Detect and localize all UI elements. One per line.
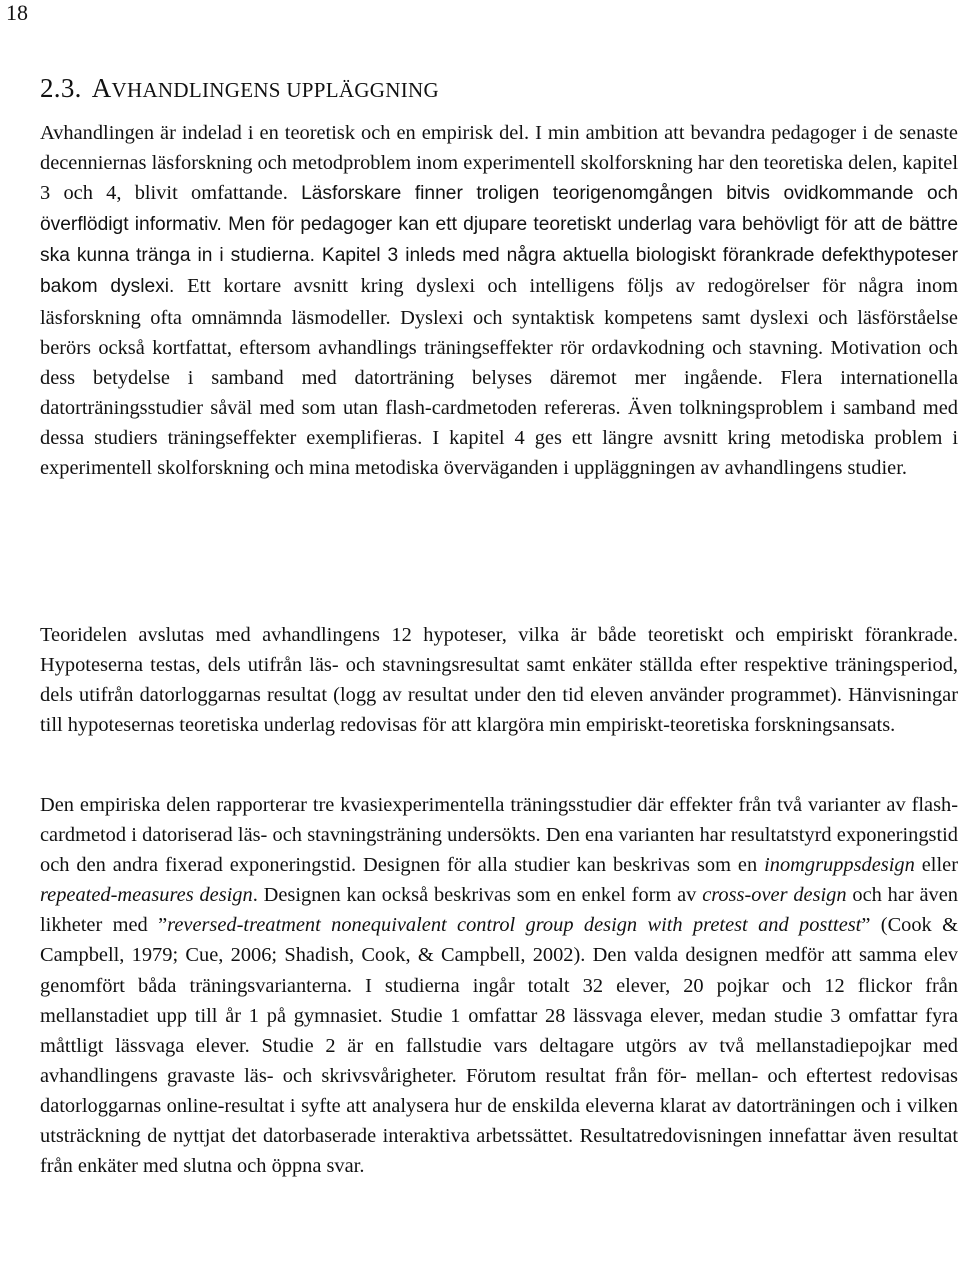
section-number: 2.3. [40, 73, 82, 103]
p1-sentence-7: Dyslexi och syntaktisk kompetens samt dyslexi och läsförståelse berörs också kortfattat, eftersom avhandlings träningseffekter rör ordavkodning och stavning. [40, 306, 958, 359]
p3-segment-2: eller [914, 854, 958, 877]
section-title-rest: VHANDLINGENS UPPLÄGGNING [111, 78, 439, 102]
p1-sentence-1: Avhandlingen är indelad i en teoretisk och en empirisk del. [40, 122, 536, 144]
p3-segment-4: och har även likheter med ” [40, 884, 958, 937]
p3-term-repeated-measures: repeated-measures design [40, 884, 253, 907]
p1-sentence-3: Läsforskare finner troligen teorigenomgången bitvis ovidkommande och överflödigt informativ. [40, 183, 958, 236]
p3-segment-3: . Designen kan också beskrivas som en enkel form av [252, 884, 703, 907]
p3-term-cross-over: cross-over design [702, 884, 847, 907]
page-number: 18 [6, 0, 28, 25]
p1-sentence-9: Flera internationella datorträningsstudier såväl med som utan flash-cardmetoden refereras. [40, 366, 959, 419]
p3-term-inomgruppsdesign: inomgruppsdesign [764, 854, 915, 877]
section-title-initial: A [91, 73, 112, 103]
p3-segment-5: ” (Cook & Campbell, 1979; Cue, 2006; Shadish, Cook, & Campbell, 2002). Den valda designen medför att samma elev genomfört båda träningsvarianterna. I studierna ingår totalt 32 elever, 20 pojkar och 12 flickor från mellanstadiet upp till år 1 på gymnasiet. Studie 1 omfattar 28 lässvaga elever, medan studie 3 omfattar fyra måttligt lässvaga elever. Studie 2 är en fallstudie vars deltagare utgörs av två mellanstadiepojkar med avhandlingens gravaste läs- och skrivsvårigheter. Förutom resultat från för- mellan- och eftertest redovisas datorloggarnas online-resultat i syfte att analysera hur de enskilda eleverna klarat av datorträningen och i vilken utsträckning de nyttjat det datorbaserade interaktiva arbetssättet. Resultatredovisningen innefattar även resultat från enkäter med slutna och öppna svar. [40, 914, 958, 1178]
paragraph-1 [40, 118, 958, 483]
section-heading [40, 72, 439, 106]
p2-text: Teoridelen avslutas med avhandlingens 12 hypoteser, vilka är både teoretiskt och empiriskt förankrade. Hypoteserna testas, dels utifrån läs- och stavningsresultat samt enkäter ställda efter respektive träningsperiod, dels utifrån datorloggarnas resultat (logg av resultat under den tid eleven använder programmet). Hänvisningar till hypotesernas teoretiska underlag redovisas för att klargöra min empiriskt-teoretiska forskningsansats. [40, 624, 958, 737]
p1-sentence-8: Motivation och dess betydelse i samband med datorträning belyses däremot mer ingående. [40, 336, 958, 389]
p3-term-reversed-treatment: reversed-treatment nonequivalent control group design with pretest and posttest [167, 914, 862, 937]
paragraph-2 [40, 620, 958, 740]
p1-sentence-2: I min ambition att bevandra pedagoger i de senaste decenniernas läsforskning och metodproblem inom experimentell skolforskning har den teoretiska delen, kapitel 3 och 4, blivit omfattande. [40, 122, 958, 205]
p1-sentence-5: Kapitel 3 inleds med några aktuella biologiskt förankrade defekthypoteser bakom dyslexi. [40, 245, 958, 298]
p1-sentence-11: I kapitel 4 ges ett längre avsnitt kring metodiska problem i experimentell skolforskning och mina metodiska överväganden i uppläggningen av avhandlingens studier. [40, 426, 958, 480]
paragraph-3 [40, 790, 958, 1181]
p1-sentence-4: Men för pedagoger kan ett djupare teoretiskt underlag vara behövligt för att de bättre ska kunna tränga in i studierna. [40, 214, 958, 267]
p1-sentence-10: Även tolkningsproblem i samband med dessa studiers träningseffekter exemplifieras. [40, 396, 958, 449]
p1-sentence-6: Ett kortare avsnitt kring dyslexi och intelligens följs av redogörelser för några inom läsforskning ofta omnämnda läsmodeller. [40, 275, 958, 329]
p3-segment-1: Den empiriska delen rapporterar tre kvasiexperimentella träningsstudier där effekter från två varianter av flash-cardmetod i datoriserad läs- och stavningsträning undersökts. Den ena varianten har resultatstyrd exponeringstid och den andra fixerad exponeringstid. Designen för alla studier kan beskrivas som en [40, 794, 958, 877]
